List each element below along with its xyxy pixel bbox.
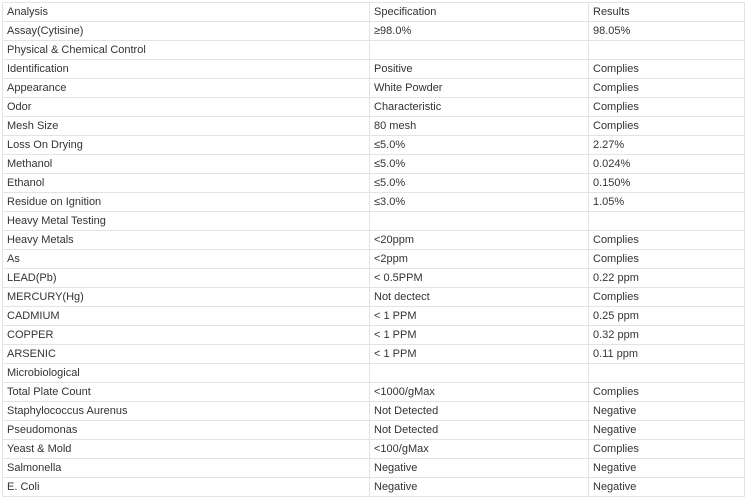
analysis-cell: Microbiological	[3, 364, 370, 383]
analysis-cell: Physical & Chemical Control	[3, 41, 370, 60]
result-cell	[589, 212, 745, 231]
result-cell: Complies	[589, 60, 745, 79]
specification-cell: ≤5.0%	[370, 174, 589, 193]
result-cell: 98.05%	[589, 22, 745, 41]
analysis-cell: Pseudomonas	[3, 421, 370, 440]
specification-cell: ≥98.0%	[370, 22, 589, 41]
table-row	[3, 117, 745, 136]
table-row	[3, 326, 745, 345]
specification-cell: < 1 PPM	[370, 345, 589, 364]
result-cell: 0.32 ppm	[589, 326, 745, 345]
header-specification: Specification	[370, 3, 589, 22]
table-row	[3, 250, 745, 269]
table-row	[3, 288, 745, 307]
specification-cell: Negative	[370, 478, 589, 497]
result-cell: Complies	[589, 383, 745, 402]
specification-cell: < 0.5PPM	[370, 269, 589, 288]
specification-cell: <1000/gMax	[370, 383, 589, 402]
result-cell: Complies	[589, 98, 745, 117]
table-row	[3, 269, 745, 288]
result-cell: 0.150%	[589, 174, 745, 193]
specification-cell: White Powder	[370, 79, 589, 98]
specification-cell: ≤3.0%	[370, 193, 589, 212]
table-row	[3, 459, 745, 478]
table-row	[3, 136, 745, 155]
analysis-cell: Salmonella	[3, 459, 370, 478]
table-row	[3, 193, 745, 212]
header-analysis: Analysis	[3, 3, 370, 22]
specification-cell: Characteristic	[370, 98, 589, 117]
specification-cell: Not dectect	[370, 288, 589, 307]
analysis-cell: E. Coli	[3, 478, 370, 497]
result-cell: Complies	[589, 79, 745, 98]
result-cell: Complies	[589, 440, 745, 459]
result-cell: 0.25 ppm	[589, 307, 745, 326]
analysis-cell: COPPER	[3, 326, 370, 345]
table-row	[3, 22, 745, 41]
table-row	[3, 383, 745, 402]
analysis-cell: Assay(Cytisine)	[3, 22, 370, 41]
result-cell: 2.27%	[589, 136, 745, 155]
result-cell: Complies	[589, 288, 745, 307]
analysis-cell: Appearance	[3, 79, 370, 98]
table-row	[3, 402, 745, 421]
analysis-cell: ARSENIC	[3, 345, 370, 364]
specification-cell: <2ppm	[370, 250, 589, 269]
result-cell: 1.05%	[589, 193, 745, 212]
table-row	[3, 60, 745, 79]
table-row	[3, 174, 745, 193]
analysis-cell: Yeast & Mold	[3, 440, 370, 459]
specification-cell: ≤5.0%	[370, 136, 589, 155]
specification-cell: Not Detected	[370, 421, 589, 440]
table-row	[3, 41, 745, 60]
result-cell: 0.22 ppm	[589, 269, 745, 288]
table-row	[3, 79, 745, 98]
analysis-cell: Total Plate Count	[3, 383, 370, 402]
specification-cell: <100/gMax	[370, 440, 589, 459]
table-row	[3, 231, 745, 250]
table-row	[3, 364, 745, 383]
analysis-cell: CADMIUM	[3, 307, 370, 326]
result-cell	[589, 364, 745, 383]
specification-cell: 80 mesh	[370, 117, 589, 136]
result-cell: Complies	[589, 117, 745, 136]
table-row	[3, 212, 745, 231]
table-row	[3, 345, 745, 364]
result-cell: Negative	[589, 478, 745, 497]
result-cell	[589, 41, 745, 60]
analysis-cell: Identification	[3, 60, 370, 79]
analysis-cell: Odor	[3, 98, 370, 117]
result-cell: 0.11 ppm	[589, 345, 745, 364]
specification-cell: Not Detected	[370, 402, 589, 421]
spec-table-body	[3, 3, 745, 497]
analysis-cell: Ethanol	[3, 174, 370, 193]
result-cell: Negative	[589, 402, 745, 421]
spec-table	[2, 2, 745, 497]
specification-cell: < 1 PPM	[370, 326, 589, 345]
specification-cell: ≤5.0%	[370, 155, 589, 174]
specification-cell	[370, 364, 589, 383]
result-cell: Negative	[589, 459, 745, 478]
analysis-cell: Loss On Drying	[3, 136, 370, 155]
analysis-cell: Heavy Metals	[3, 231, 370, 250]
result-cell: Complies	[589, 250, 745, 269]
specification-cell: Positive	[370, 60, 589, 79]
analysis-cell: Staphylococcus Aurenus	[3, 402, 370, 421]
table-row	[3, 478, 745, 497]
specification-cell: Negative	[370, 459, 589, 478]
header-row	[3, 3, 745, 22]
header-results: Results	[589, 3, 745, 22]
analysis-cell: Residue on Ignition	[3, 193, 370, 212]
table-row	[3, 307, 745, 326]
specification-cell	[370, 41, 589, 60]
analysis-cell: As	[3, 250, 370, 269]
analysis-cell: MERCURY(Hg)	[3, 288, 370, 307]
analysis-cell: LEAD(Pb)	[3, 269, 370, 288]
result-cell: Complies	[589, 231, 745, 250]
result-cell: 0.024%	[589, 155, 745, 174]
analysis-cell: Mesh Size	[3, 117, 370, 136]
result-cell: Negative	[589, 421, 745, 440]
analysis-cell: Methanol	[3, 155, 370, 174]
specification-cell	[370, 212, 589, 231]
specification-cell: < 1 PPM	[370, 307, 589, 326]
specification-cell: <20ppm	[370, 231, 589, 250]
table-row	[3, 155, 745, 174]
table-row	[3, 98, 745, 117]
table-row	[3, 440, 745, 459]
table-row	[3, 421, 745, 440]
analysis-cell: Heavy Metal Testing	[3, 212, 370, 231]
